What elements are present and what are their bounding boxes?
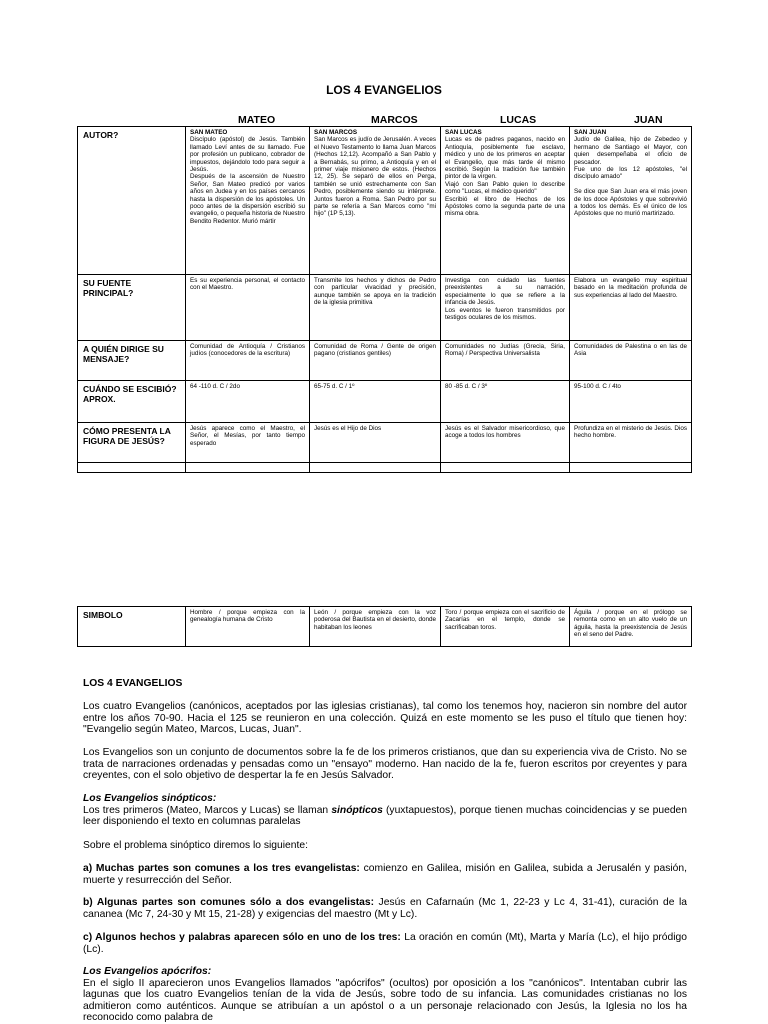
subheading: Los Evangelios sinópticos: bbox=[83, 793, 217, 804]
cell-text: Lucas es de padres paganos, nacido en Antioquía, posiblemente fue esclavo, médico y uno de los primeros en aceptar el Evangelio, que más tarde él mismo escribió. Según la tradición fue también pintor de la virgen. Viajó con San Pablo quien lo describe como "Lucas, el médico querido" Escribió el libro de Hechos de los Apóstoles como la segunda parte de una misma obra. bbox=[445, 136, 565, 218]
cell-title: SAN MARCOS bbox=[314, 129, 358, 136]
column-header-lucas: LUCAS bbox=[500, 114, 537, 126]
table-cell: Profundiza en el misterio de Jesús. Dios hecho hombre. bbox=[570, 423, 692, 463]
apocrifos-section bbox=[83, 966, 687, 1024]
list-item-lead: a) Muchas partes son comunes a los tres evangelistas: bbox=[83, 863, 360, 874]
table-cell: 64 -110 d. C / 2do bbox=[186, 381, 310, 423]
table-cell: Jesús aparece como el Maestro, el Señor, el Mesías, por tanto tiempo esperado bbox=[186, 423, 310, 463]
list-item-lead: c) Algunos hechos y palabras aparecen sólo en uno de los tres: bbox=[83, 932, 401, 943]
sinopticos-section bbox=[83, 793, 687, 828]
column-header-mateo: MATEO bbox=[238, 114, 276, 126]
row-label: A QUIÉN DIRIGE SU MENSAJE? bbox=[78, 341, 186, 381]
table-cell: Comunidad de Antioquía / Cristianos judíos (conocedores de la escritura) bbox=[186, 341, 310, 381]
row-label: CUÁNDO SE ESCIBIÓ? APROX. bbox=[78, 381, 186, 423]
table-cell: 80 -85 d. C / 3º bbox=[441, 381, 570, 423]
row-label: AUTOR? bbox=[78, 127, 186, 275]
table-cell: Toro / porque empieza con el sacrificio de Zacarías en el templo, donde se sacrificaban toros. bbox=[441, 607, 570, 647]
table-cell bbox=[78, 463, 186, 473]
row-label: SU FUENTE PRINCIPAL? bbox=[78, 275, 186, 341]
table-cell: Elabora un evangelio muy espiritual basado en la meditación profunda de sus experiencias al lado del Maestro. bbox=[570, 275, 692, 341]
subheading: Los Evangelios apócrifos: bbox=[83, 966, 212, 977]
table-cell bbox=[310, 463, 441, 473]
table-cell bbox=[186, 127, 310, 275]
table-cell: 95-100 d. C / 4to bbox=[570, 381, 692, 423]
cell-title: SAN JUAN bbox=[574, 129, 607, 136]
table-cell bbox=[441, 127, 570, 275]
table-cell: Investiga con cuidado las fuentes preexistentes a su narración, especialmente lo que se refiere a la infancia de Jesús. Los eventos le fueron transmitidos por testigos oculares de los mismos. bbox=[441, 275, 570, 341]
gospels-table bbox=[77, 126, 692, 473]
table-cell: Comunidad de Roma / Gente de origen pagano (cristianos gentiles) bbox=[310, 341, 441, 381]
list-item bbox=[83, 897, 687, 920]
table-cell: Hombre / porque empieza con la genealogía humana de Cristo bbox=[186, 607, 310, 647]
section-heading: LOS 4 EVANGELIOS bbox=[83, 678, 183, 689]
table-cell: Jesús es el Hijo de Dios bbox=[310, 423, 441, 463]
table-cell bbox=[570, 127, 692, 275]
table-row bbox=[78, 381, 692, 423]
column-header-marcos: MARCOS bbox=[371, 114, 418, 126]
symbol-table bbox=[77, 606, 692, 647]
paragraph-text: En el siglo II aparecieron unos Evangelios llamados "apócrifos" (ocultos) por oposición a los "canónicos". Intentaban cubrir las lagunas que los cuatro Evangelios tenían de la vida de Jesús, sobre todo de su infancia. Las comunidades cristianas no los admitieron como auténticos. Aunque se atribuían a un apóstol o a un personaje relacionado con Jesús, la Iglesia no los ha reconocido como palabra de bbox=[83, 977, 687, 1024]
row-label: CÓMO PRESENTA LA FIGURA DE JESÚS? bbox=[78, 423, 186, 463]
table-cell: Es su experiencia personal, el contacto con el Maestro. bbox=[186, 275, 310, 341]
list-item bbox=[83, 932, 687, 955]
table-row bbox=[78, 275, 692, 341]
table-row bbox=[78, 127, 692, 275]
list-item-text: comienzo en Galilea, misión en Galilea, subida a Jerusalén y pasión, muerte y resurrección del Señor. bbox=[83, 863, 687, 886]
page-title: LOS 4 EVANGELIOS bbox=[326, 83, 442, 97]
table-cell: Transmite los hechos y dichos de Pedro con particular vivacidad y precisión, aunque también se apoya en la tradición de la iglesia primitiva bbox=[310, 275, 441, 341]
cell-text: San Marcos es judío de Jerusalén. A veces el Nuevo Testamento lo llama Juan Marcos (Hechos 12,12). Acompañó a San Pablo y a Bernabás, su primo, a Antioquía y en el primer viaje misionero de estos. (Hechos 12, 25). Se separó de ellos en Perga, también se unió estrechamente con San Pedro, posiblemente siendo su intérprete. Juntos fueron a Roma. San Pedro por su parte se refería a San Marcos como "mi hijo" (1P 5,13). bbox=[314, 136, 436, 218]
list-item-text: Jesús en Cafarnaún (Mc 1, 22-23 y Lc 4, 31-41), curación de la cananea (Mc 7, 24-30 y Mt 15, 21-28) y exigencias del maestro (Mt y Lc). bbox=[83, 897, 687, 920]
column-header-juan: JUAN bbox=[634, 114, 663, 126]
table-cell: Águila / porque en el prólogo se remonta como en un alto vuelo de un águila, hasta la preexistencia de Jesús en el seno del Padre. bbox=[570, 607, 692, 647]
paragraph: Sobre el problema sinóptico diremos lo siguiente: bbox=[83, 840, 308, 851]
list-item-lead: b) Algunas partes son comunes sólo a dos evangelistas: bbox=[83, 897, 375, 908]
table-row bbox=[78, 423, 692, 463]
table-cell bbox=[441, 463, 570, 473]
table-cell: Comunidades no Judías (Grecia, Siria, Roma) / Perspectiva Universalista bbox=[441, 341, 570, 381]
cell-title: SAN LUCAS bbox=[445, 129, 482, 136]
row-label: SIMBOLO bbox=[78, 607, 186, 647]
cell-text: Judío de Galilea, hijo de Zebedeo y hermano de Santiago el Mayor, con quien desempeñaba el oficio de pescador. Fue uno de los 12 apóstoles, "el discípulo amado" Se dice que San Juan era el más joven de los doce Apóstoles y que sobrevivió a todos los demás. Es el único de los Apóstoles que no murió martirizado. bbox=[574, 136, 687, 218]
list-item bbox=[83, 863, 687, 886]
table-cell: Comunidades de Palestina o en las de Asia bbox=[570, 341, 692, 381]
table-row bbox=[78, 607, 692, 647]
term: sinópticos bbox=[331, 804, 383, 816]
paragraph: Los cuatro Evangelios (canónicos, aceptados por las iglesias cristianas), tal como los tenemos hoy, nacieron sin nombre del autor entre los años 70-90. Hacia el 125 se reunieron en una colección. Quizá en este momento se les puso el título que tienen hoy: "Evangelio según Mateo, Marcos, Lucas, Juan". bbox=[83, 701, 687, 736]
table-cell bbox=[570, 463, 692, 473]
table-cell: 65-75 d. C / 1º bbox=[310, 381, 441, 423]
table-cell: León / porque empieza con la voz poderosa del Bautista en el desierto, donde habitaban los leones bbox=[310, 607, 441, 647]
table-row bbox=[78, 341, 692, 381]
cell-text: Discípulo (apóstol) de Jesús. También llamado Leví antes de su llamado. Fue por profesión un publicano, cobrador de impuestos, dejándolo todo para seguir a Jesús. Después de la ascensión de Nuestro Señor, San Mateo predicó por varios años en Judea y en los países cercanos hasta la dispersión de los apóstoles. Un poco antes de la dispersión escribió su evangelio, o pequeña historia de Nuestro Bendito Redentor. Murió mártir bbox=[190, 136, 305, 225]
table-row bbox=[78, 463, 692, 473]
list-item-text: La oración en común (Mt), Marta y María (Lc), el hijo pródigo (Lc). bbox=[83, 932, 687, 955]
table-cell bbox=[310, 127, 441, 275]
table-cell bbox=[186, 463, 310, 473]
cell-title: SAN MATEO bbox=[190, 129, 228, 136]
paragraph: Los Evangelios son un conjunto de documentos sobre la fe de los primeros cristianos, que dan su experiencia viva de Cristo. No se trata de narraciones ordenadas y pensadas como un "ensayo" moderno. Han nacido de la fe, fueron escritos por creyentes y para creyentes, con el solo objetivo de despertar la fe en Jesús Salvador. bbox=[83, 747, 687, 782]
paragraph-text: Los tres primeros (Mateo, Marcos y Lucas) se llaman bbox=[83, 804, 332, 816]
paragraph-text: (yuxtapuestos), porque tienen muchas coincidencias y se pueden leer disponiendo el texto en columnas paralelas bbox=[83, 804, 687, 828]
table-cell: Jesús es el Salvador misericordioso, que acoge a todos los hombres bbox=[441, 423, 570, 463]
